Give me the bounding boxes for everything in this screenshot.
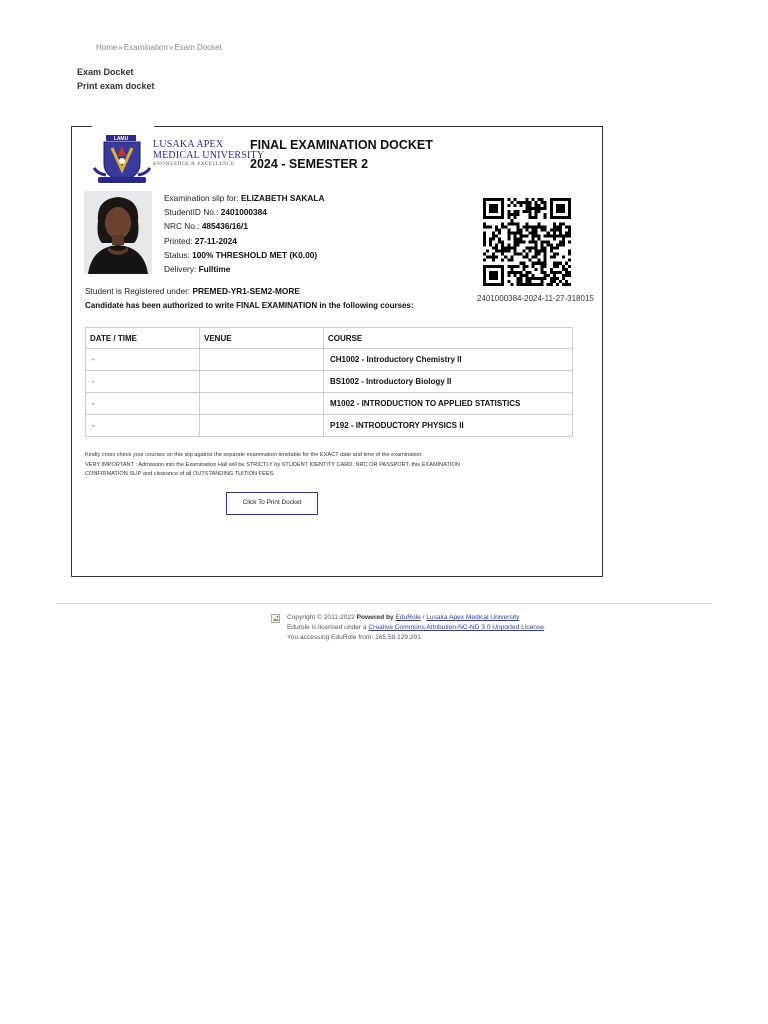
info-label: Status:	[164, 249, 193, 260]
note-admission: VERY IMPORTANT : Admission into the Examination Hall will be STRICTLY by STUDENT IDENTITY CARD, NRC OR PASSPORT, this EXAMINATION CONFIRMATION SLIP and clearance of all OUTSTANDING TUITION FEES.	[85, 461, 460, 477]
status-value: 100% THRESHOLD MET (K0.00)	[192, 249, 318, 260]
footer	[271, 613, 546, 643]
breadcrumb-separator: »	[168, 43, 174, 52]
table-header-row	[86, 328, 573, 349]
info-row-nrc	[164, 219, 324, 233]
table-row	[86, 371, 573, 393]
breadcrumb-home[interactable]: Home	[96, 43, 118, 52]
table-row	[86, 349, 573, 371]
cell-date-time: -	[86, 349, 200, 371]
footer-license-text: Edurole is licensed under a	[287, 624, 369, 631]
student-photo	[84, 191, 152, 274]
column-header-course: COURSE	[324, 328, 573, 349]
cell-venue	[200, 371, 324, 393]
docket-period: 2024 - SEMESTER 2	[250, 157, 369, 171]
university-name-line1: LUSAKA APEX	[153, 139, 224, 150]
info-label: StudentID No.:	[164, 207, 221, 218]
qr-code-text: 2401000384-2024-11-27-318015	[477, 294, 594, 303]
broken-image-icon	[271, 614, 281, 624]
info-row-name	[164, 191, 324, 205]
student-info	[164, 191, 324, 276]
university-name-line2: MEDICAL UNIVERSITY	[153, 150, 265, 161]
cell-date-time: -	[86, 415, 200, 437]
cell-date-time: -	[86, 371, 200, 393]
cell-course: BS1002 - Introductory Biology II	[324, 371, 573, 393]
info-row-printed	[164, 234, 324, 248]
delivery-mode: Fulltime	[198, 264, 231, 275]
breadcrumb-separator: »	[118, 43, 123, 52]
info-label: Printed:	[164, 235, 195, 246]
note-timetable: Kindly cross check your courses on this slip against the separate examination timetable for the EXACT date and time of the examination.	[85, 452, 423, 458]
column-header-date-time: DATE / TIME	[86, 328, 200, 349]
footer-divider	[56, 603, 712, 604]
footer-separator: /	[420, 614, 427, 621]
page-title: Exam Docket	[77, 67, 134, 77]
registration-program: PREMED-YR1-SEM2-MORE	[192, 286, 300, 296]
cell-course: CH1002 - Introductory Chemistry II	[324, 349, 573, 371]
footer-powered-by: Powered by	[356, 614, 396, 621]
breadcrumb-examination[interactable]: Examination	[123, 43, 168, 52]
student-name: ELIZABETH SAKALA	[241, 193, 325, 203]
nrc-number: 485436/16/1	[201, 221, 248, 232]
info-label: Delivery:	[164, 264, 199, 275]
edurole-link[interactable]: EduRole	[395, 614, 421, 621]
cell-course: P192 - INTRODUCTORY PHYSICS II	[324, 415, 573, 437]
info-row-status	[164, 248, 324, 262]
svg-text:LAMU: LAMU	[113, 136, 129, 142]
qr-code	[483, 198, 571, 286]
cell-course: M1002 - INTRODUCTION TO APPLIED STATISTICS	[324, 393, 573, 415]
print-docket-button[interactable]: Click To Print Docket	[226, 492, 318, 515]
column-header-venue: VENUE	[200, 328, 324, 349]
info-label: NRC No.:	[164, 221, 202, 232]
registration-label: Student is Registered under:	[85, 286, 193, 296]
page-subtitle: Print exam docket	[77, 81, 155, 91]
footer-copyright-line	[287, 613, 546, 623]
printed-date: 27-11-2024	[194, 235, 237, 246]
cell-venue	[200, 393, 324, 415]
cell-venue	[200, 415, 324, 437]
docket-tab-gap	[92, 126, 154, 127]
footer-access-info: You accessing EduRole from: 165.58.129.201	[287, 634, 421, 641]
cell-venue	[200, 349, 324, 371]
breadcrumb	[96, 43, 222, 52]
table-row	[86, 415, 573, 437]
breadcrumb-current: Exam Docket	[174, 43, 222, 52]
authorization-statement: Candidate has been authorized to write FINAL EXAMINATION in the following courses:	[85, 301, 414, 310]
registration-line	[85, 286, 300, 296]
footer-copyright: Copyright © 2011-2022	[287, 614, 357, 621]
student-id: 2401000384	[220, 207, 267, 218]
footer-license-line	[287, 623, 546, 633]
footer-license-end: .	[543, 624, 546, 631]
exam-docket	[71, 126, 603, 577]
info-row-delivery	[164, 262, 324, 276]
docket-notes	[85, 451, 465, 480]
courses-table	[85, 327, 573, 437]
university-tagline: KNOWLEDGE & EXCELLENCE	[153, 162, 235, 167]
license-link[interactable]: Creative Commons Attribution-NC-ND 3.0 Unported License	[368, 624, 544, 631]
cell-date-time: -	[86, 393, 200, 415]
info-label: Examination slip for:	[164, 193, 242, 203]
university-name	[153, 139, 264, 168]
table-row	[86, 393, 573, 415]
university-crest-logo	[92, 134, 152, 186]
info-row-student-id	[164, 205, 324, 219]
university-link[interactable]: Lusaka Apex Medical University	[426, 614, 520, 621]
docket-title: FINAL EXAMINATION DOCKET	[250, 138, 433, 152]
